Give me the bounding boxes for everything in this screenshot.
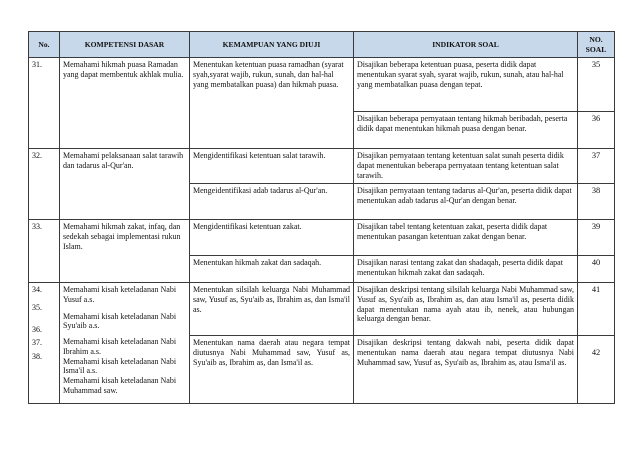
kompetensi-dasar-cell: Memahami pelaksanaan salat tarawih dan tadarus al-Qur'an.: [60, 149, 190, 220]
soal-number: 41: [578, 283, 615, 336]
soal-number: 37: [578, 149, 615, 184]
row-number: 38.: [32, 352, 42, 361]
table-row: [29, 58, 615, 112]
indikator-cell: Disajikan deskripsi tentang silsilah keluarga Nabi Muhammad saw, Yusuf as, Syu'aib as, Ibrahim as, dan atau Isma'il as, peserta didik dapat menentukan nama ayah atau ib, nenek, atau hubungan keluarga dengan benar.: [354, 283, 578, 336]
indikator-cell: Disajikan tabel tentang ketentuan zakat, peserta didik dapat menentukan pasangan ketentuan zakat dengan benar.: [354, 220, 578, 256]
row-number: 31.: [29, 58, 60, 149]
kemampuan-cell: Mengidentifikasi ketentuan salat tarawih.: [190, 149, 354, 184]
soal-number: 36: [578, 112, 615, 149]
kisi-kisi-table: [28, 31, 615, 404]
header-no-soal: NO. SOAL: [578, 32, 615, 58]
header-no: No.: [29, 32, 60, 58]
row-number: 33.: [29, 220, 60, 283]
header-kemampuan: KEMAMPUAN YANG DIUJI: [190, 32, 354, 58]
kompetensi-dasar-item: Memahami kisah keteladanan Nabi Ibrahim a.s.: [63, 337, 177, 356]
kemampuan-cell: Mengeidentifikasi adab tadarus al-Qur'an.: [190, 184, 354, 220]
table-row: [29, 283, 615, 336]
header-indikator: INDIKATOR SOAL: [354, 32, 578, 58]
header-row: [29, 32, 615, 58]
soal-number: 40: [578, 256, 615, 283]
kompetensi-dasar-group: [60, 283, 190, 404]
indikator-cell: Disajikan beberapa ketentuan puasa, peserta didik dapat menentukan syarat syah, syarat wajib, rukun, sunah, atau hal-hal yang membatalkan puasa dengan tepat.: [354, 58, 578, 112]
row-number: 37.: [32, 338, 42, 348]
soal-number: 42: [578, 336, 615, 404]
row-number: 32.: [29, 149, 60, 220]
kompetensi-dasar-item: Memahami kisah keteladanan Nabi Isma'il a.s.: [63, 356, 177, 376]
indikator-cell: Disajikan narasi tentang zakat dan shadaqah, peserta didik dapat menentukan hikmah zakat dan sadaqah.: [354, 256, 578, 283]
kompetensi-dasar-item: Memahami kisah keteladanan Nabi Yusuf a.s.: [63, 285, 177, 304]
indikator-cell: Disajikan deskripsi tentang dakwah nabi, peserta didik dapat menentukan nama daerah atau negara tempat diutusnya Nabi Muhammad saw, Yusuf as, Syu'aib as, Ibrahim as, atau Isma'il as.: [354, 336, 578, 404]
kemampuan-cell: Menentukan silsilah keluarga Nabi Muhammad saw, Yusuf as, Syu'aib as, Ibrahim as, dan Isma'il as.: [190, 283, 354, 336]
kemampuan-cell: Menentukan hikmah zakat dan sadaqah.: [190, 256, 354, 283]
header-kompetensi-dasar: KOMPETENSI DASAR: [60, 32, 190, 58]
kompetensi-dasar-item: Memahami kisah keteladanan Nabi Syu'aib a.s.: [63, 311, 177, 331]
table-row: [29, 149, 615, 184]
kompetensi-dasar-cell: Memahami hikmah zakat, infaq, dan sedekah sebagai implementasi rukun Islam.: [60, 220, 190, 283]
indikator-cell: Disajikan pernyataan tentang ketentuan salat sunah peserta didik dapat menentukan beberapa pernyataan tentang ketentuan salat tarawih.: [354, 149, 578, 184]
row-number-group: [29, 283, 60, 404]
row-number: 34.: [32, 285, 42, 294]
kemampuan-cell: Menentukan ketentuan puasa ramadhan (syarat syah,syarat wajib, rukun, sunah, dan hal-hal yang membatalkan puasa) dan hikmah puasa.: [190, 58, 354, 149]
table-row: [29, 220, 615, 256]
soal-number: 35: [578, 58, 615, 112]
row-number: 35.: [32, 302, 42, 312]
soal-number: 38: [578, 184, 615, 220]
indikator-cell: Disajikan beberapa pernyataan tentang hikmah beribadah, peserta didik dapat menentukan hikmah puasa dengan benar.: [354, 112, 578, 149]
kompetensi-dasar-cell: Memahami hikmah puasa Ramadan yang dapat membentuk akhlak mulia.: [60, 58, 190, 149]
kemampuan-cell: Mengidentifikasi ketentuan zakat.: [190, 220, 354, 256]
kemampuan-cell: Menentukan nama daerah atau negara tempat diutusnya Nabi Muhammad saw, Yusuf as, Syu'aib as, Ibrahim as, dan Isma'il as.: [190, 336, 354, 404]
row-number: 36.: [32, 324, 42, 334]
soal-number: 39: [578, 220, 615, 256]
indikator-cell: Disajikan pernyataan tentang tadarus al-Qur'an, peserta didik dapat menentukan adab tadarus al-Qur'an dengan benar.: [354, 184, 578, 220]
kompetensi-dasar-item: Memahami kisah keteladanan Nabi Muhammad saw.: [63, 376, 177, 395]
